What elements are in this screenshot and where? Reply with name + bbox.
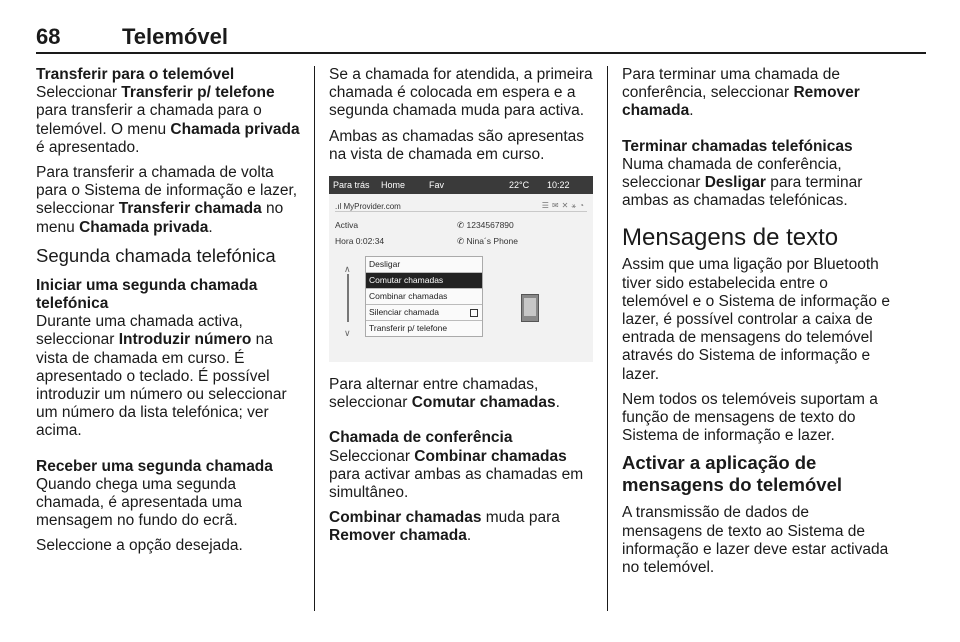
phone-icon: ✆ [457, 220, 467, 231]
call-number-2: ✆ Nina´s Phone [457, 236, 518, 247]
paragraph: Seleccionar Combinar chamadas para activar ambas as chamadas em simultâneo. [329, 447, 584, 502]
header-rule [36, 52, 926, 54]
clock: 10:22 [547, 180, 570, 191]
page-header [36, 24, 926, 52]
signal-icon: .ıl [335, 202, 344, 212]
column-2 [329, 66, 595, 553]
paragraph: A transmissão de dados de mensagens de texto ao Sistema de informação e lazer deve estar activada no telemóvel. [622, 504, 889, 577]
menu-item-transfer-to-phone[interactable]: Transferir p/ telefone [369, 323, 448, 334]
call-status-2: Hora 0:02:34 [335, 236, 385, 247]
heading-transfer: Transferir para o telemóvel [36, 66, 235, 83]
heading-receive-second-call: Receber uma segunda chamada [36, 457, 273, 475]
heading-second-call: Segunda chamada telefónica [36, 244, 276, 266]
temperature: 22°C [509, 180, 530, 191]
chevron-down-icon[interactable]: ∨ [344, 328, 351, 339]
mute-checkbox[interactable] [470, 309, 478, 317]
menu-item-merge-calls[interactable]: Combinar chamadas [366, 289, 482, 305]
menu-item-hang-up[interactable]: Desligar [366, 257, 482, 273]
paragraph: Durante uma chamada activa, seleccionar Introduzir número na vista de chamada em curso. É apresentado o teclado. É possível introduzir um número ou seleccionar um número da lista telefónica; ver acima. [36, 313, 287, 440]
column-divider [314, 66, 315, 611]
menu-scrollbar[interactable] [343, 260, 353, 338]
phone-icon: ✆ [457, 236, 467, 247]
page-number: 68 [36, 24, 61, 49]
screen-top-bar [329, 176, 593, 194]
paragraph: Assim que uma ligação por Bluetooth tiver sido estabelecida entre o telemóvel e o Sistema de informação e lazer, é possível controlar a caixa de entrada de mensagens do telemóvel através do Sistema de informação e lazer. [622, 256, 890, 383]
paragraph: Seleccione a opção desejada. [36, 537, 243, 555]
menu-item-switch-calls[interactable]: Comutar chamadas [366, 273, 482, 289]
column-divider [607, 66, 608, 611]
status-icons: ☰✉✕⚹◔ [541, 201, 587, 211]
call-number-1: ✆ 1234567890 [457, 220, 514, 231]
paragraph: Ambas as chamadas são apresentas na vista de chamada em curso. [329, 127, 585, 163]
column-1 [36, 66, 304, 563]
paragraph: Nem todos os telemóveis suportam a função de mensagens de texto do Sistema de informação e lazer. [622, 390, 878, 445]
paragraph: Quando chega uma segunda chamada, é apresentada uma mensagem no fundo do ecrã. [36, 475, 242, 530]
section-title: Telemóvel [122, 24, 228, 49]
tab-back[interactable]: Para trás [333, 180, 370, 191]
paragraph: Se a chamada for atendida, a primeira chamada é colocada em espera e a segunda chamada muda para activa. [329, 66, 593, 120]
call-status-1: Activa [335, 220, 359, 231]
heading-text-messages: Mensagens de texto [622, 224, 839, 252]
call-menu [365, 256, 483, 337]
heading-start-second-call: Iniciar uma segunda chamada telefónica [36, 276, 258, 313]
menu-item-mute-call[interactable]: Silenciar chamada [366, 305, 482, 321]
paragraph: Para alternar entre chamadas, seleccionar Comutar chamadas. [329, 376, 560, 412]
paragraph: Numa chamada de conferência, seleccionar Desligar para terminar ambas as chamadas telefónicas. [622, 155, 863, 210]
heading-end-calls: Terminar chamadas telefónicas [622, 137, 853, 155]
heading-conference-call: Chamada de conferência [329, 429, 513, 447]
paragraph: Para transferir a chamada de volta para o Sistema de informação e lazer, seleccionar Transferir chamada no menu Chamada privada. [36, 164, 298, 236]
paragraph: Combinar chamadas muda para Remover chamada. [329, 509, 560, 545]
chevron-up-icon[interactable]: ∧ [344, 264, 351, 275]
phone-device-icon [521, 294, 539, 322]
tab-fav[interactable]: Fav [429, 180, 445, 191]
provider-name: .ıl MyProvider.com [335, 202, 401, 212]
column-3 [622, 66, 890, 584]
infotainment-screenshot [329, 176, 593, 362]
heading-activate-messages: Activar a aplicação de mensagens do telemóvel [622, 452, 843, 496]
tab-home[interactable]: Home [381, 180, 406, 191]
paragraph: Seleccionar Transferir p/ telefone para transferir a chamada para o telemóvel. O menu Chamada privada é apresentado. [36, 84, 300, 156]
paragraph: Para terminar uma chamada de conferência, seleccionar Remover chamada. [622, 66, 860, 120]
call-screen [329, 194, 593, 362]
